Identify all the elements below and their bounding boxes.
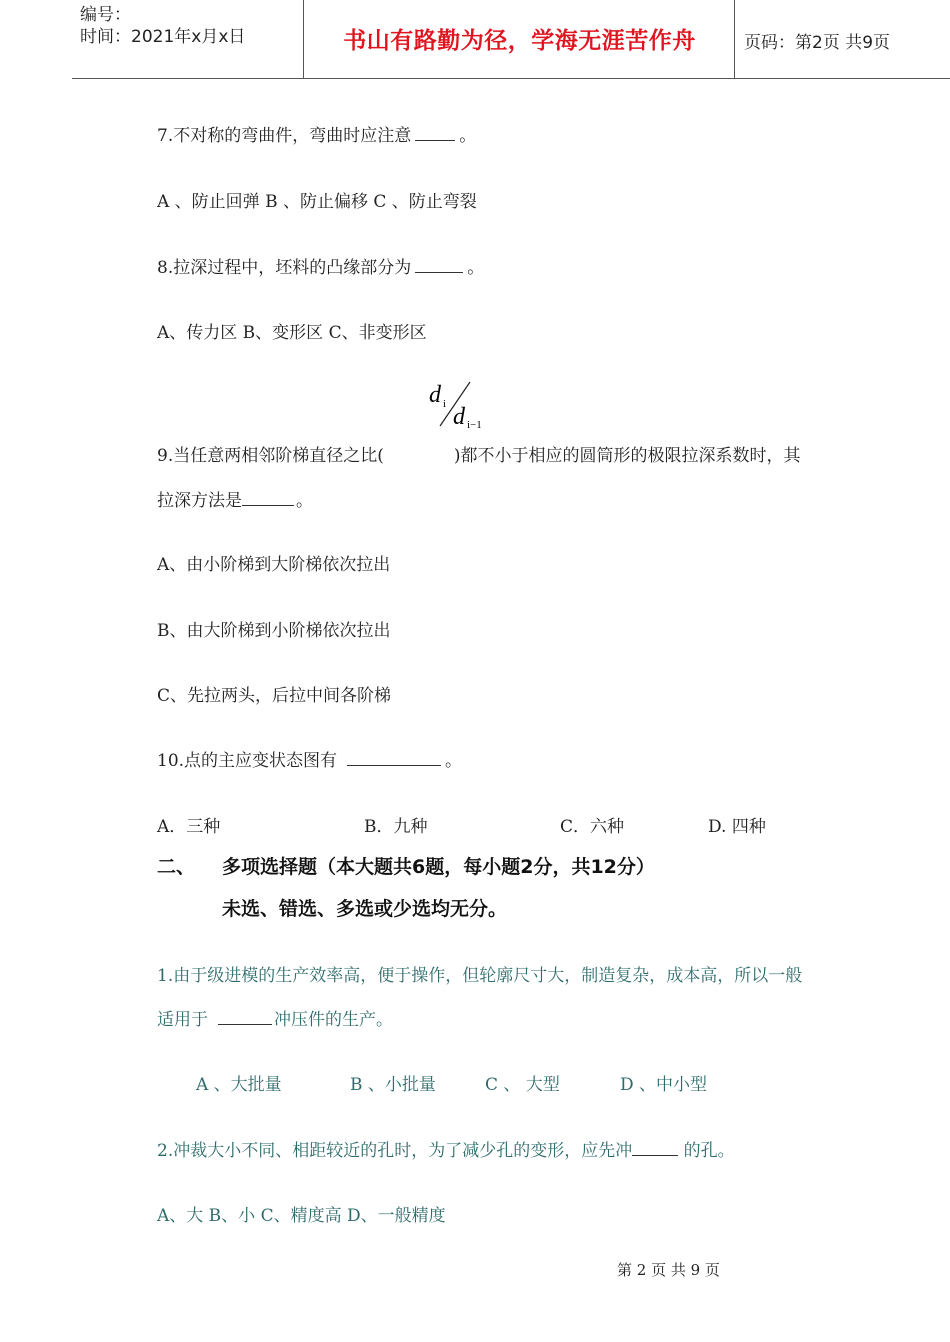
diameter-ratio-formula — [426, 378, 496, 430]
formula-denominator: d — [453, 404, 465, 430]
section-note: 未选、错选、多选或少选均无分。 — [222, 898, 508, 920]
section-title: 多项选择题（本大题共6题，每小题2分，共12分） — [222, 856, 655, 878]
question-9-option-b: B、由大阶梯到小阶梯依次拉出 — [157, 621, 391, 641]
question-7-stem: 7.不对称的弯曲件，弯曲时应注意 — [157, 126, 412, 146]
question-10-option-a: A．三种 — [157, 817, 221, 837]
answer-blank — [242, 491, 294, 506]
header-page-info: 页码：第2页 共9页 — [744, 33, 891, 53]
multi-question-2-post: 的孔。 — [678, 1141, 735, 1161]
question-10-option-b: B．九种 — [364, 817, 428, 837]
question-10-option-d: D. 四种 — [708, 817, 766, 837]
answer-blank — [632, 1141, 678, 1156]
question-9 — [157, 441, 801, 466]
header-motto: 书山有路勤为径，学海无涯苦作舟 — [343, 28, 696, 54]
question-10-stem: 10.点的主应变状态图有 — [157, 751, 338, 771]
multi-question-1-option-b: B 、小批量 — [350, 1075, 436, 1095]
question-9-stem-post: )都不小于相应的圆筒形的极限拉深系数时，其 — [453, 446, 801, 466]
question-10-option-c: C．六种 — [560, 817, 625, 837]
multi-question-1-option-c: C 、 大型 — [485, 1075, 560, 1095]
formula-denominator-sub: i−1 — [467, 419, 482, 430]
question-8-stem: 8.拉深过程中，坯料的凸缘部分为 — [157, 258, 412, 278]
page-footer: 第 2 页 共 9 页 — [617, 1261, 720, 1279]
question-9-option-c: C、先拉两头，后拉中间各阶梯 — [157, 686, 392, 706]
question-9-stem-pre: 9.当任意两相邻阶梯直径之比( — [157, 446, 384, 466]
header-divider — [734, 0, 735, 78]
number-label: 编号： — [80, 5, 131, 25]
multi-question-2 — [157, 1136, 735, 1161]
multi-question-1-option-a: A 、大批量 — [196, 1075, 282, 1095]
multi-question-1-post: 冲压件的生产。 — [274, 1010, 393, 1030]
question-9-stem-line2: 拉深方法是 — [157, 491, 242, 511]
question-9-option-a: A、由小阶梯到大阶梯依次拉出 — [157, 555, 391, 575]
multi-question-1-option-d: D 、中小型 — [620, 1075, 708, 1095]
question-8-options: A、传力区 B、变形区 C、非变形区 — [157, 323, 427, 343]
formula-numerator-sub: i — [443, 398, 447, 410]
multi-question-1-line2 — [157, 1005, 393, 1030]
section-number: 二、 — [157, 856, 196, 878]
question-10 — [157, 746, 462, 771]
multi-question-2-options: A、大 B、小 C、精度高 D、一般精度 — [157, 1206, 446, 1226]
question-10-tail: 。 — [445, 751, 463, 771]
multi-question-1-pre: 适用于 — [157, 1010, 208, 1030]
answer-blank — [415, 258, 463, 273]
question-8-tail: 。 — [467, 258, 485, 278]
formula-numerator: d — [429, 382, 441, 408]
question-7-tail: 。 — [459, 126, 477, 146]
answer-blank — [415, 126, 455, 141]
question-8 — [157, 253, 484, 278]
time-label: 时间：2021年x月x日 — [80, 27, 246, 47]
page-header — [72, 0, 950, 79]
multi-question-1: 1.由于级进模的生产效率高，便于操作，但轮廓尺寸大，制造复杂，成本高，所以一般 — [157, 966, 803, 986]
question-9-tail: 。 — [296, 491, 313, 511]
answer-blank — [218, 1010, 272, 1025]
question-9-line2 — [157, 486, 313, 511]
question-7 — [157, 121, 476, 146]
question-7-options: A 、防止回弹 B 、防止偏移 C 、防止弯裂 — [157, 192, 477, 212]
header-meta — [80, 4, 245, 48]
answer-blank — [347, 751, 441, 766]
multi-question-2-pre: 2.冲裁大小不同、相距较近的孔时，为了减少孔的变形，应先冲 — [157, 1141, 633, 1161]
